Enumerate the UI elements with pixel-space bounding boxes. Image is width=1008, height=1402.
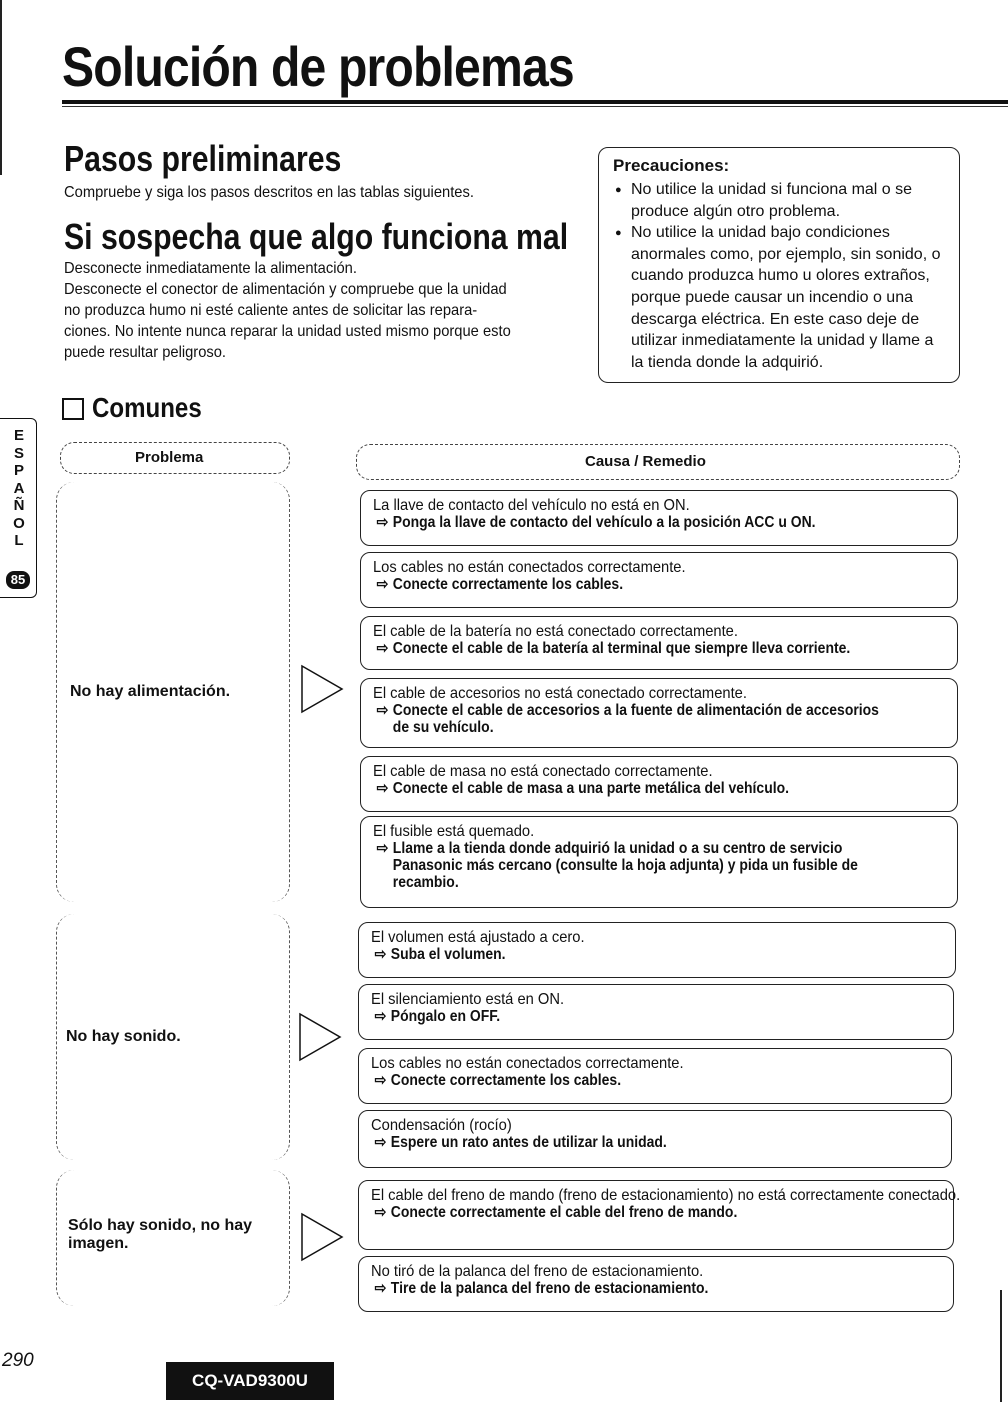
remedy-text	[373, 702, 890, 736]
arrow-triangle-icon	[300, 1212, 344, 1262]
remedy-text	[371, 1008, 886, 1025]
tab-letter: O	[13, 514, 25, 532]
side-page-number: 85	[6, 571, 30, 589]
cause-box	[360, 490, 958, 546]
cause-box	[360, 616, 958, 670]
left-edge-line	[0, 0, 2, 175]
arrow-triangle-icon	[298, 1012, 342, 1062]
remedy-text	[373, 840, 890, 891]
remedy-label: Llame a la tienda donde adquirió la unidad o a su centro de servicio Panasonic más cercano (consulte la hoja adjunta) y pida un fusible de recambio.	[392, 840, 858, 891]
suspect-heading: Si sospecha que algo funciona mal	[64, 216, 569, 257]
cause-box	[358, 922, 956, 978]
cause-box	[360, 552, 958, 608]
suspect-text	[64, 258, 579, 363]
remedy-label: Espere un rato antes de utilizar la unidad.	[390, 1134, 667, 1151]
remedy-text	[371, 946, 888, 963]
cause-box	[358, 1180, 961, 1250]
problem-label: Sólo hay sonido, no hay imagen.	[68, 1217, 253, 1252]
remedy-label: Conecte correctamente los cables.	[392, 576, 624, 593]
checkbox-icon	[62, 398, 84, 420]
tab-letter: A	[13, 479, 25, 497]
cause-text: El cable del freno de mando (freno de estacionamiento) no está correctamente conectado.	[371, 1187, 961, 1204]
language-letters	[10, 427, 28, 550]
tab-letter: E	[13, 427, 24, 444]
cause-text: El cable de accesorios no está conectado correctamente.	[373, 685, 747, 702]
arrow-right-icon: ⇨	[376, 640, 389, 657]
language-side-tab	[0, 418, 37, 598]
cause-text: El cable de masa no está conectado correctamente.	[373, 763, 713, 780]
cause-box	[358, 1110, 952, 1168]
remedy-label: Conecte el cable de masa a una parte metálica del vehículo.	[392, 780, 789, 797]
cause-text: No tiró de la palanca del freno de estacionamiento.	[371, 1263, 704, 1280]
cause-box	[358, 1048, 952, 1104]
precautions-list	[615, 179, 945, 373]
cause-text: El volumen está ajustado a cero.	[371, 929, 585, 946]
arrow-right-icon: ⇨	[376, 840, 389, 857]
cause-text: El cable de la batería no está conectado correctamente.	[373, 623, 738, 640]
remedy-text	[373, 640, 890, 657]
suspect-line: no produzca humo ni esté caliente antes de solicitar las repara-	[64, 302, 478, 319]
cause-box	[360, 816, 958, 908]
tab-letter: S	[13, 444, 24, 462]
arrow-right-icon: ⇨	[374, 1072, 387, 1089]
problem-label: No hay sonido.	[66, 1028, 181, 1045]
tab-letter: L	[14, 532, 24, 549]
cause-box	[358, 984, 954, 1040]
cause-box	[358, 1256, 954, 1312]
tab-letter: P	[13, 462, 24, 479]
arrow-right-icon: ⇨	[374, 1134, 387, 1151]
footer-page-number: 290	[2, 1350, 34, 1371]
model-badge: CQ-VAD9300U	[166, 1362, 334, 1400]
right-edge-line	[1000, 1290, 1002, 1402]
arrow-right-icon: ⇨	[374, 1008, 387, 1025]
suspect-line: Desconecte inmediatamente la alimentación.	[64, 260, 357, 277]
arrow-right-icon: ⇨	[376, 514, 389, 531]
arrow-right-icon: ⇨	[374, 1204, 387, 1221]
cause-text: Los cables no están conectados correctamente.	[373, 559, 686, 576]
remedy-label: Tire de la palanca del freno de estacionamiento.	[390, 1280, 709, 1297]
cause-text: La llave de contacto del vehículo no está en ON.	[373, 497, 690, 514]
title-rule-thin	[62, 106, 1008, 107]
remedy-label: Suba el volumen.	[390, 946, 506, 963]
tab-letter: Ñ	[13, 497, 25, 514]
title-rule	[62, 100, 1008, 104]
cause-header: Causa / Remedio	[585, 453, 706, 470]
remedy-label: Conecte correctamente el cable del freno de mando.	[390, 1204, 738, 1221]
remedy-text	[371, 1134, 884, 1151]
cause-box	[360, 756, 958, 812]
problem-label: No hay alimentación.	[70, 683, 231, 700]
cause-text: El fusible está quemado.	[373, 823, 535, 840]
remedy-text	[371, 1204, 886, 1221]
remedy-label: Conecte el cable de accesorios a la fuente de alimentación de accesorios de su vehículo.	[392, 702, 879, 736]
remedy-text	[373, 514, 890, 531]
precautions-title: Precauciones:	[613, 156, 730, 175]
cause-box	[360, 678, 958, 748]
precaution-item: ● No utilice la unidad si funciona mal o se produce algún otro problema.	[615, 179, 945, 222]
remedy-text	[371, 1072, 884, 1089]
cause-text: Los cables no están conectados correctamente.	[371, 1055, 684, 1072]
remedy-label: Conecte el cable de la batería al terminal que siempre lleva corriente.	[392, 640, 851, 657]
suspect-line: ciones. No intente nunca reparar la unidad usted mismo porque esto	[64, 323, 511, 340]
arrow-right-icon: ⇨	[376, 576, 389, 593]
arrow-right-icon: ⇨	[374, 1280, 387, 1297]
precautions-box	[598, 147, 960, 383]
arrow-right-icon: ⇨	[376, 702, 389, 719]
remedy-label: Conecte correctamente los cables.	[390, 1072, 622, 1089]
precaution-item: ● No utilice la unidad bajo condiciones anormales como, por ejemplo, sin sonido, o cuando produzca humo u olores extraños, porque puede causar un incendio o una descarga eléctrica. En este caso deje de utilizar inmediatamente la unidad y llame a la tienda donde la adquirió.	[615, 222, 945, 373]
preliminary-text: Compruebe y siga los pasos descritos en las tablas siguientes.	[64, 184, 474, 201]
remedy-text	[371, 1280, 886, 1297]
page-title: Solución de problemas	[62, 35, 574, 98]
remedy-text	[373, 576, 890, 593]
suspect-line: puede resultar peligroso.	[64, 344, 227, 361]
arrow-triangle-icon	[300, 664, 344, 714]
problem-header: Problema	[135, 449, 204, 466]
remedy-label: Ponga la llave de contacto del vehículo a la posición ACC u ON.	[392, 514, 816, 531]
cause-text: Condensación (rocío)	[371, 1117, 512, 1134]
remedy-label: Póngalo en OFF.	[390, 1008, 501, 1025]
remedy-text	[373, 780, 890, 797]
arrow-right-icon: ⇨	[374, 946, 387, 963]
suspect-line: Desconecte el conector de alimentación y compruebe que la unidad	[64, 281, 507, 298]
arrow-right-icon: ⇨	[376, 780, 389, 797]
section-title: Comunes	[92, 392, 202, 423]
cause-text: El silenciamiento está en ON.	[371, 991, 565, 1008]
preliminary-heading: Pasos preliminares	[64, 138, 342, 179]
